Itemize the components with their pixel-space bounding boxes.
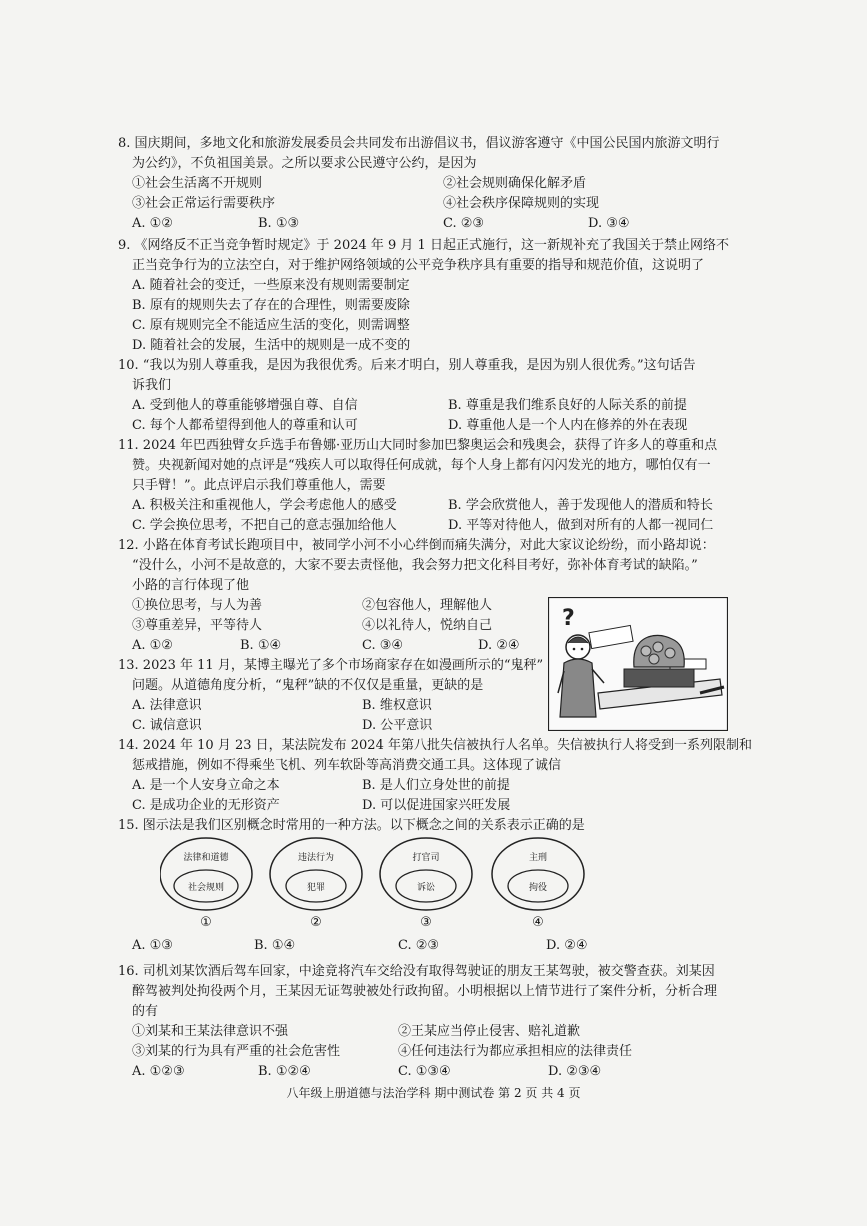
q12-statement-2: ②包容他人，理解他人 [362,598,493,613]
q16-stem-1: 16. 司机刘某饮酒后驾车回家，中途竟将汽车交给没有取得驾驶证的朋友王某驾驶，被交警查获。刘某因 [118,964,715,979]
q12-statement-1: ①换位思考，与人为善 [132,598,263,613]
q11-option-b: B. 学会欣赏他人，善于发现他人的潜质和特长 [448,498,713,513]
diagram-4-outer-label: 主刑 [528,853,548,863]
question-15-options [118,936,758,956]
q8-stem-2: 为公约》，不负祖国美景。之所以要求公民遵守公约，是因为 [132,156,477,171]
q12-option-a: A. ①② [132,638,173,653]
q10-option-a: A. 受到他人的尊重能够增强自尊、自信 [132,398,358,413]
diagram-3-inner-label: 诉讼 [416,883,436,893]
q13-option-c: C. 诚信意识 [132,718,202,733]
q12-stem-2: “没什么，小河不是故意的，大家不要去责怪他，我会努力把文化科目考好，弥补体育考试的缺陷。” [132,558,698,573]
concept-relationship-diagram [160,836,620,936]
q11-stem-1: 11. 2024 年巴西独臂女乒选手布鲁娜·亚历山大同时参加巴黎奥运会和残奥会，获得了许多人的尊重和点 [118,438,718,453]
page-footer: 八年级上册道德与法治学科 期中测试卷 第 2 页 共 4 页 [286,1086,581,1100]
q8-stem-1: 8. 国庆期间，多地文化和旅游发展委员会共同发布出游倡议书，倡议游客遵守《中国公民国内旅游文明行 [118,136,720,151]
q16-option-b: B. ①②④ [258,1064,311,1079]
q9-option-b: B. 原有的规则失去了存在的合理性，则需要废除 [132,298,410,313]
diagram-4-number: ④ [532,915,544,930]
question-15 [118,816,758,836]
q16-statement-3: ③刘某的行为具有严重的社会危害性 [132,1044,341,1059]
q16-statement-1: ①刘某和王某法律意识不强 [132,1024,289,1039]
q14-option-a: A. 是一个人安身立命之本 [132,778,280,793]
diagram-4 [492,838,584,930]
q16-option-d: D. ②③④ [548,1064,602,1079]
q12-statement-4: ④以礼待人，悦纳自己 [362,618,493,633]
q9-option-a: A. 随着社会的变迁，一些原来没有规则需要制定 [132,278,410,293]
q8-statement-3: ③社会正常运行需要秩序 [132,196,276,211]
q14-stem-2: 惩戒措施，例如不得乘坐飞机、列车软卧等高消费交通工具。这体现了诚信 [132,758,562,773]
diagram-2-number: ② [310,915,322,930]
q9-stem-1: 9. 《网络反不正当竞争暂时规定》于 2024 年 9 月 1 日起正式施行，这一新规补充了我国关于禁止网络不 [118,238,729,253]
diagram-4-inner-label: 拘役 [528,883,548,893]
question-9 [118,236,758,356]
q8-statement-1: ①社会生活离不开规则 [132,176,263,191]
q9-stem-2: 正当竞争行为的立法空白，对于维护网络领域的公平竞争秩序具有重要的指导和规范价值，这说明了 [132,258,705,273]
q15-option-c: C. ②③ [398,938,440,953]
q8-statement-4: ④社会秩序保障规则的实现 [443,196,600,211]
q9-option-c: C. 原有规则完全不能适应生活的变化，则需调整 [132,318,410,333]
q15-option-a: A. ①③ [132,938,173,953]
q16-stem-3: 的有 [132,1004,159,1019]
q10-option-b: B. 尊重是我们维系良好的人际关系的前提 [448,398,687,413]
q13-stem-1: 13. 2023 年 11 月，某博主曝光了多个市场商家存在如漫画所示的“鬼秤” [118,658,544,673]
q8-option-c: C. ②③ [443,216,485,231]
q10-stem-2: 诉我们 [132,378,172,393]
q15-option-b: B. ①④ [254,938,296,953]
q13-option-a: A. 法律意识 [132,698,202,713]
diagram-1-number: ① [200,915,212,930]
q15-option-d: D. ②④ [546,938,588,953]
diagram-1 [160,838,252,930]
q8-option-a: A. ①② [132,216,173,231]
question-8 [118,134,758,234]
question-14 [118,736,758,816]
diagram-1-outer-label: 法律和道德 [183,853,229,863]
q11-stem-2: 赞。央视新闻对她的点评是“残疾人可以取得任何成就，每个人身上都有闪闪发光的地方，哪怕仅有一 [132,458,711,473]
q11-option-d: D. 平等对待他人，做到对所有的人都一视同仁 [448,518,714,533]
q12-stem-3: 小路的言行体现了他 [132,578,250,593]
q16-statement-4: ④任何违法行为都应承担相应的法律责任 [398,1044,633,1059]
q12-stem-1: 12. 小路在体育考试长跑项目中，被同学小河不小心绊倒而痛失满分，对此大家议论纷纷，而小路却说： [118,538,715,553]
question-16 [118,962,758,1082]
svg-text:?: ? [562,606,575,631]
q16-statement-2: ②王某应当停止侵害、赔礼道歉 [398,1024,581,1039]
q16-stem-2: 醉驾被判处拘役两个月，王某因无证驾驶被处行政拘留。小明根据以上情节进行了案件分析，分析合理 [132,984,718,999]
diagram-1-inner-label: 社会规则 [187,883,225,893]
q12-option-c: C. ③④ [362,638,404,653]
q13-stem-2: 问题。从道德角度分析，“鬼秤”缺的不仅仅是重量，更缺的是 [132,678,484,693]
q12-option-d: D. ②④ [478,638,520,653]
q16-option-a: A. ①②③ [132,1064,185,1079]
diagram-2-outer-label: 违法行为 [297,853,335,863]
question-10 [118,356,758,436]
q13-option-d: D. 公平意识 [362,718,433,733]
q13-option-b: B. 维权意识 [362,698,432,713]
q14-option-c: C. 是成功企业的无形资产 [132,798,280,813]
q8-option-b: B. ①③ [258,216,300,231]
q10-option-d: D. 尊重他人是一个人内在修养的外在表现 [448,418,688,433]
q8-statement-2: ②社会规则确保化解矛盾 [443,176,587,191]
q11-stem-3: 只手臂！”。此点评启示我们尊重他人，需要 [132,478,386,493]
q11-option-a: A. 积极关注和重视他人，学会考虑他人的感受 [132,498,397,513]
q12-option-b: B. ①④ [240,638,282,653]
q14-option-b: B. 是人们立身处世的前提 [362,778,510,793]
question-11 [118,436,758,536]
cartoon-ghost-scale-illustration [548,597,728,731]
q15-stem: 15. 图示法是我们区别概念时常用的一种方法。以下概念之间的关系表示正确的是 [118,818,585,833]
q11-option-c: C. 学会换位思考，不把自己的意志强加给他人 [132,518,397,533]
q12-statement-3: ③尊重差异，平等待人 [132,618,263,633]
q16-option-c: C. ①③④ [398,1064,451,1079]
q9-option-d: D. 随着社会的发展，生活中的规则是一成不变的 [132,338,411,353]
q10-stem-1: 10. “我以为别人尊重我，是因为我很优秀。后来才明白，别人尊重我，是因为别人很优秀。”这句话告 [118,358,696,373]
diagram-2 [270,838,362,930]
q14-option-d: D. 可以促进国家兴旺发展 [362,798,511,813]
diagram-3-outer-label: 打官司 [412,853,440,863]
q14-stem-1: 14. 2024 年 10 月 23 日，某法院发布 2024 年第八批失信被执行人名单。失信被执行人将受到一系列限制和 [118,738,752,753]
diagram-3 [380,838,472,930]
q8-option-d: D. ③④ [588,216,630,231]
q10-option-c: C. 每个人都希望得到他人的尊重和认可 [132,418,358,433]
diagram-2-inner-label: 犯罪 [306,883,326,893]
diagram-3-number: ③ [420,915,432,930]
